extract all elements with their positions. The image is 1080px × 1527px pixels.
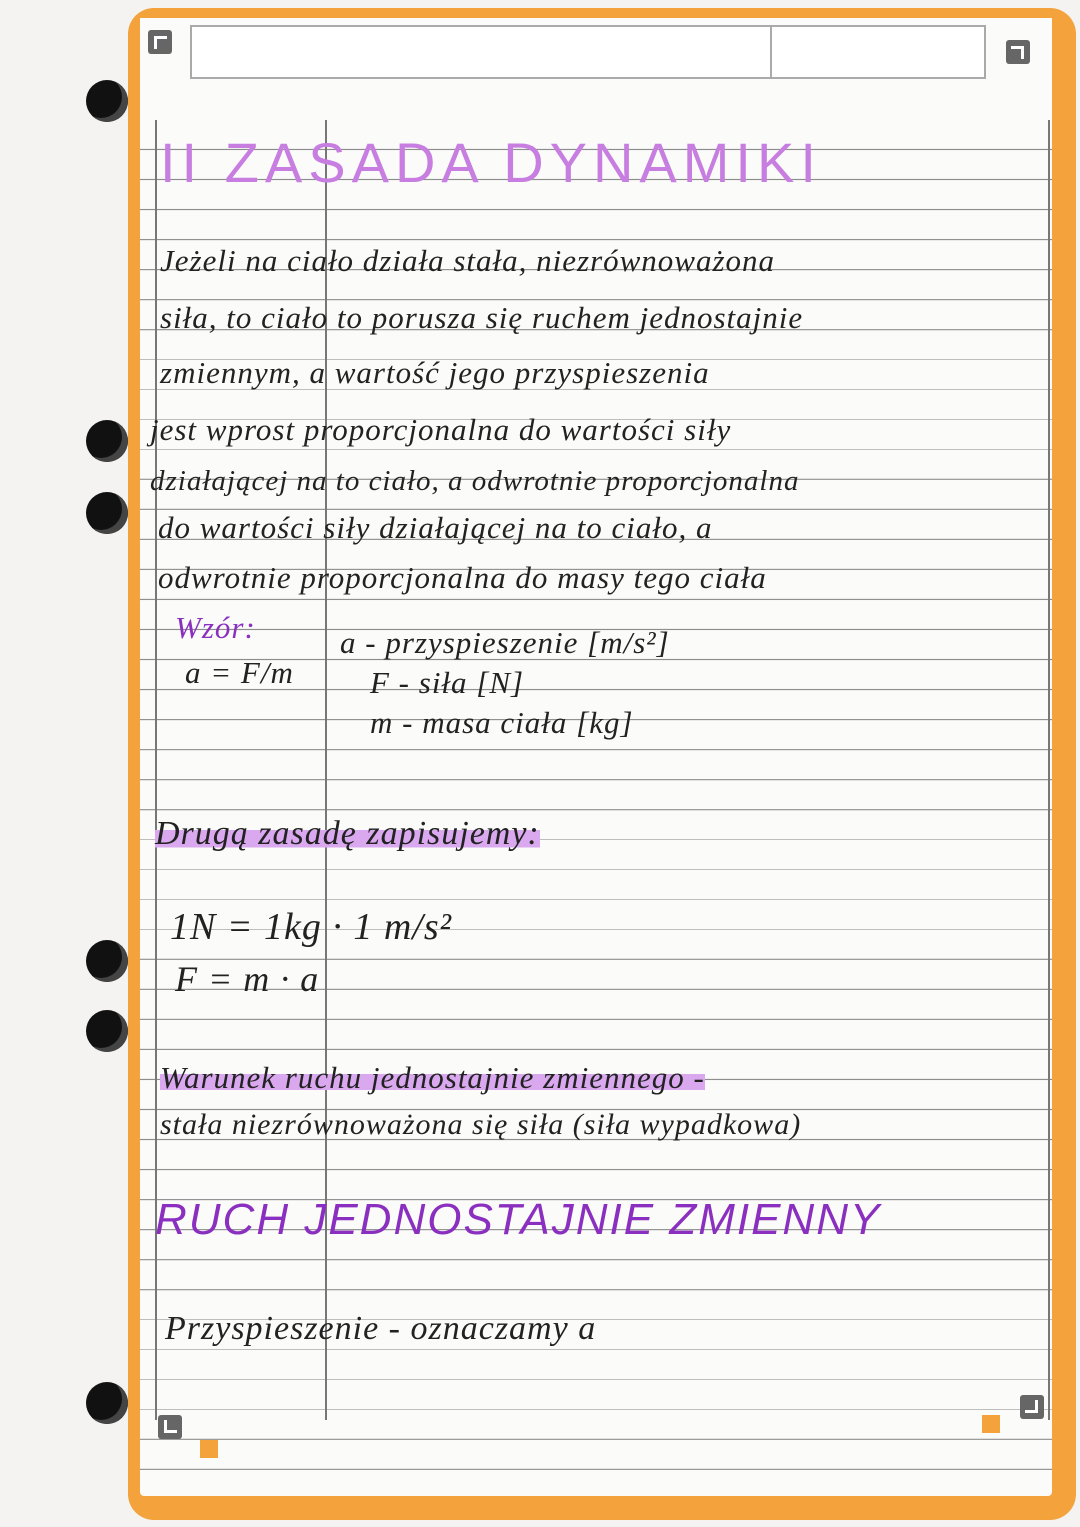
formula-legend-item: a - przyspieszenie [m/s²] [340, 625, 670, 660]
force-equation: F = m · a [175, 959, 320, 999]
condition-line [160, 1060, 705, 1096]
definition-line: działającej na to ciało, a odwrotnie proporcjonalna [150, 465, 800, 497]
formula-expression: a = F/m [185, 655, 294, 690]
punch-hole [86, 940, 128, 982]
corner-mark-icon [1006, 40, 1030, 64]
formula-legend-item: m - masa ciała [kg] [370, 705, 634, 740]
lined-paper [140, 18, 1052, 1496]
page-title: II ZASADA DYNAMIKI [160, 131, 822, 194]
definition-line: do wartości siły działającej na to ciało, a [158, 510, 713, 545]
punch-hole [86, 420, 128, 462]
punch-hole [86, 1010, 128, 1052]
definition-line: odwrotnie proporcjonalna do masy tego ciała [158, 560, 767, 595]
definition-line: jest wprost proporcjonalna do wartości siły [150, 412, 732, 447]
second-law-heading: Drugą zasadę zapisujemy: [155, 815, 540, 852]
motion-heading: RUCH JEDNOSTAJNIE ZMIENNY [155, 1195, 882, 1244]
unit-equation: 1N = 1kg · 1 m/s² [170, 906, 453, 948]
punch-hole [86, 492, 128, 534]
condition-line-2: stała niezrównoważona się siła (siła wypadkowa) [160, 1108, 802, 1141]
definition-line: siła, to ciało to porusza się ruchem jednostajnie [160, 300, 804, 335]
formula-label: Wzór: [175, 610, 256, 645]
definition-line: zmiennym, a wartość jego przyspieszenia [160, 355, 710, 390]
orange-square-mark [982, 1415, 1000, 1433]
formula-legend-item: F - siła [N] [370, 665, 525, 700]
orange-square-mark [200, 1440, 218, 1458]
acceleration-note: Przyspieszenie - oznaczamy a⃗ [165, 1310, 623, 1347]
right-margin-line [1048, 120, 1050, 1420]
corner-mark-icon [1020, 1395, 1044, 1419]
corner-mark-icon [158, 1415, 182, 1439]
punch-hole [86, 1382, 128, 1424]
definition-line: Jeżeli na ciało działa stała, niezrównoważona [160, 243, 776, 278]
condition-line-1: Warunek ruchu jednostajnie zmiennego - [160, 1060, 705, 1095]
punch-hole [86, 80, 128, 122]
corner-mark-icon [148, 30, 172, 54]
header-box [190, 25, 986, 79]
